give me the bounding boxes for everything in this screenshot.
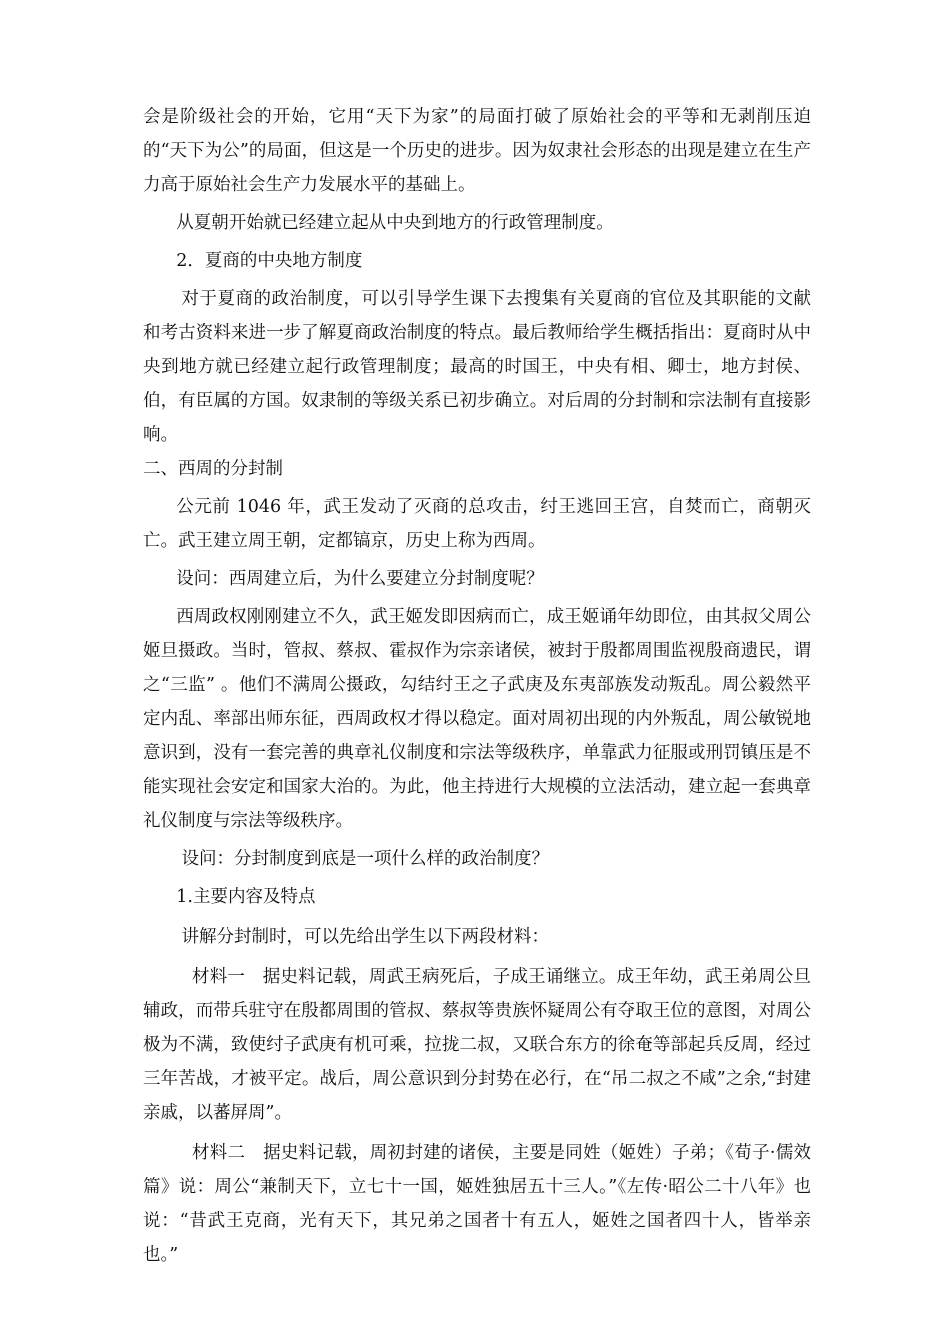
paragraph-admin-system: 从夏朝开始就已经建立起从中央到地方的行政管理制度。	[176, 213, 614, 233]
material-one: 材料一 据史料记载，周武王病死后，子成王诵继立。成王年幼，武王弟周公旦辅政，而带兵驻守在殷都周围的管叔、蔡叔等贵族怀疑周公有夺取王位的意图，对周公极为不满，致使纣子武庚有机可乘，拉拢二叔，又联合东方的徐奄等部起兵反周，经过三年苦战，才被平定。战后，周公意识到分封势在必行，在“吊二叔之不咸”之余,“封建亲戚，以蕃屏周”。	[143, 967, 811, 1123]
section-heading-xia-shang: 2．夏商的中央地方制度	[176, 251, 363, 271]
question-why-feudal: 设问：西周建立后，为什么要建立分封制度呢？	[176, 569, 544, 589]
section-heading-western-zhou: 二、西周的分封制	[143, 459, 283, 479]
paragraph-duke-of-zhou: 西周政权刚刚建立不久，武王姬发即因病而亡，成王姬诵年幼即位，由其叔父周公姬旦摄政。当时，管叔、蔡叔、霍叔作为宗亲诸侯，被封于殷都周围监视殷商遗民，谓之“三监” 。他们不满周公摄政，勾结纣王之子武庚及东夷部族发动叛乱。周公毅然平定内乱、率部出师东征，西周政权才得以稳定。面对周初出现的内外叛乱，周公敏锐地意识到，没有一套完善的典章礼仪制度和宗法等级秩序，单靠武力征服或刑罚镇压是不能实现社会安定和国家大治的。为此，他主持进行大规模的立法活动，建立起一套典章礼仪制度与宗法等级秩序。	[143, 607, 811, 831]
question-what-feudal: 设问：分封制度到底是一项什么样的政治制度？	[181, 849, 549, 869]
paragraph-continuation: 会是阶级社会的开始，它用“天下为家”的局面打破了原始社会的平等和无剥削压迫的“天下为公”的局面，但这是一个历史的进步。因为奴隶社会形态的出现是建立在生产力高于原始社会生产力发展水平的基础上。	[143, 107, 811, 195]
document-body	[143, 100, 811, 1272]
paragraph-conquest-of-shang: 公元前 1046 年，武王发动了灭商的总攻击，纣王逃回王宫，自焚而亡，商朝灭亡。武王建立周王朝，定都镐京，历史上称为西周。	[143, 497, 811, 551]
subheading-main-content: 1.主要内容及特点	[176, 887, 316, 907]
paragraph-materials-intro: 讲解分封制时，可以先给出学生以下两段材料：	[181, 927, 549, 947]
paragraph-xia-shang-politics: 对于夏商的政治制度，可以引导学生课下去搜集有关夏商的官位及其职能的文献和考古资料来进一步了解夏商政治制度的特点。最后教师给学生概括指出：夏商时从中央到地方就已经建立起行政管理制度；最高的时国王，中央有相、卿士，地方封侯、伯，有臣属的方国。奴隶制的等级关系已初步确立。对后周的分封制和宗法制有直接影响。	[143, 289, 811, 445]
material-two: 材料二 据史料记载，周初封建的诸侯，主要是同姓（姬姓）子弟；《荀子·儒效篇》说：周公“兼制天下，立七十一国，姬姓独居五十三人。”《左传·昭公二十八年》也说：“昔武王克商，光有天下，其兄弟之国者十有五人，姬姓之国者四十人，皆举亲也。”	[143, 1143, 811, 1265]
